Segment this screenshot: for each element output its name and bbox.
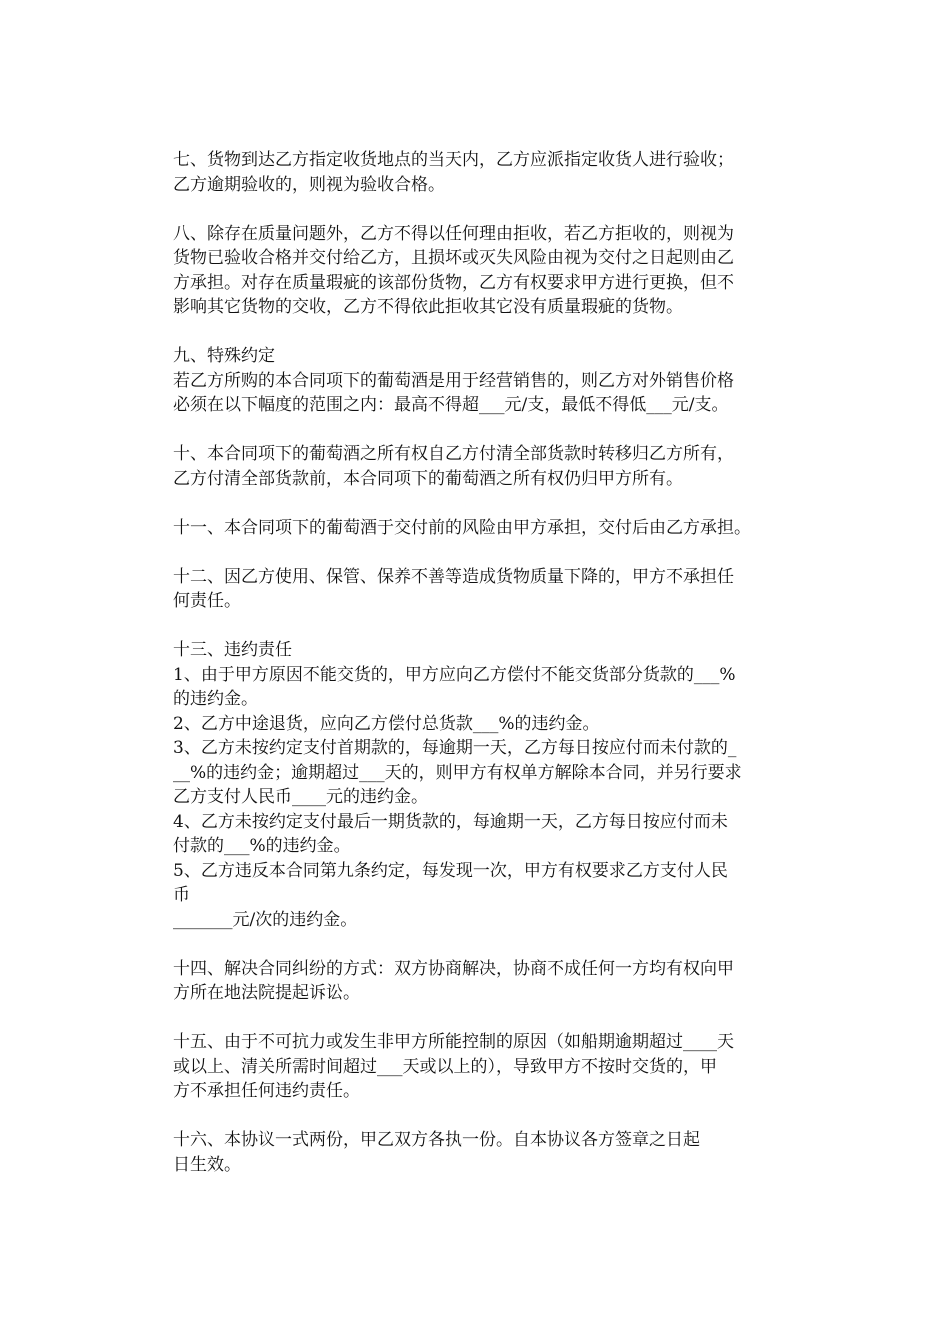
text-line: 4、乙方未按约定支付最后一期货款的，每逾期一天，乙方每日按应付而未	[173, 811, 728, 832]
blank-line	[173, 197, 833, 222]
text-line: 何责任。	[173, 591, 241, 611]
text-line: __%的违约金；逾期超过___天的，则甲方有权单方解除本合同，并另行要求	[173, 762, 742, 783]
text-line: 币	[173, 885, 190, 905]
text-line: _______元/次的违约金。	[173, 909, 358, 930]
text-line: 日生效。	[173, 1154, 241, 1175]
text-line: 乙方支付人民币____元的违约金。	[173, 787, 428, 807]
text-line: 十三、违约责任	[173, 640, 292, 660]
text-line: 若乙方所购的本合同项下的葡萄酒是用于经营销售的，则乙方对外销售价格	[173, 370, 734, 391]
text-line: 七、货物到达乙方指定收货地点的当天内，乙方应派指定收货人进行验收；	[173, 150, 734, 170]
blank-line	[173, 320, 833, 345]
blank-line	[173, 1006, 833, 1031]
text-line: 必须在以下幅度的范围之内：最高不得超___元/支，最低不得低___元/支。	[173, 395, 729, 415]
blank-line	[173, 540, 833, 565]
text-line: 方承担。对存在质量瑕疵的该部份货物，乙方有权要求甲方进行更换，但不	[173, 272, 734, 293]
text-line: 十一、本合同项下的葡萄酒于交付前的风险由甲方承担，交付后由乙方承担。	[173, 517, 751, 538]
text-line: 货物已验收合格并交付给乙方，且损坏或灭失风险由视为交付之日起则由乙	[173, 248, 734, 268]
blank-line	[173, 1104, 833, 1129]
text-line: 十二、因乙方使用、保管、保养不善等造成货物质量下降的，甲方不承担任	[173, 566, 734, 587]
text-line: 九、特殊约定	[173, 346, 275, 366]
blank-line	[173, 491, 833, 516]
text-line: 乙方付清全部货款前，本合同项下的葡萄酒之所有权仍归甲方所有。	[173, 468, 683, 489]
text-line: 十六、本协议一式两份，甲乙双方各执一份。自本协议各方签章之日起	[173, 1130, 700, 1150]
text-line: 十四、解决合同纠纷的方式：双方协商解决，协商不成任何一方均有权向甲	[173, 958, 734, 979]
text-line: 十、本合同项下的葡萄酒之所有权自乙方付清全部货款时转移归乙方所有，	[173, 444, 734, 464]
contract-page	[173, 148, 833, 1177]
text-line: 方不承担任何违约责任。	[173, 1081, 360, 1101]
text-line: 1、由于甲方原因不能交货的，甲方应向乙方偿付不能交货部分货款的___%	[173, 664, 736, 685]
text-line: 2、乙方中途退货，应向乙方偿付总货款___%的违约金。	[173, 713, 600, 734]
text-line: 或以上、清关所需时间超过___天或以上的），导致甲方不按时交货的，甲	[173, 1056, 717, 1077]
text-line: 的违约金。	[173, 689, 258, 709]
text-line: 付款的___%的违约金。	[173, 836, 351, 856]
text-line: 十五、由于不可抗力或发生非甲方所能控制的原因（如船期逾期超过____天	[173, 1032, 734, 1052]
text-line: 5、乙方违反本合同第九条约定，每发现一次，甲方有权要求乙方支付人民	[173, 860, 728, 881]
blank-line	[173, 932, 833, 957]
text-line: 八、除存在质量问题外，乙方不得以任何理由拒收，若乙方拒收的，则视为	[173, 223, 734, 244]
text-line: 影响其它货物的交收，乙方不得依此拒收其它没有质量瑕疵的货物。	[173, 297, 683, 317]
text-line: 乙方逾期验收的，则视为验收合格。	[173, 174, 445, 195]
blank-line	[173, 418, 833, 443]
text-line: 方所在地法院提起诉讼。	[173, 983, 360, 1003]
text-line: 3、乙方未按约定支付首期款的，每逾期一天，乙方每日按应付而未付款的_	[173, 738, 737, 758]
blank-line	[173, 614, 833, 639]
